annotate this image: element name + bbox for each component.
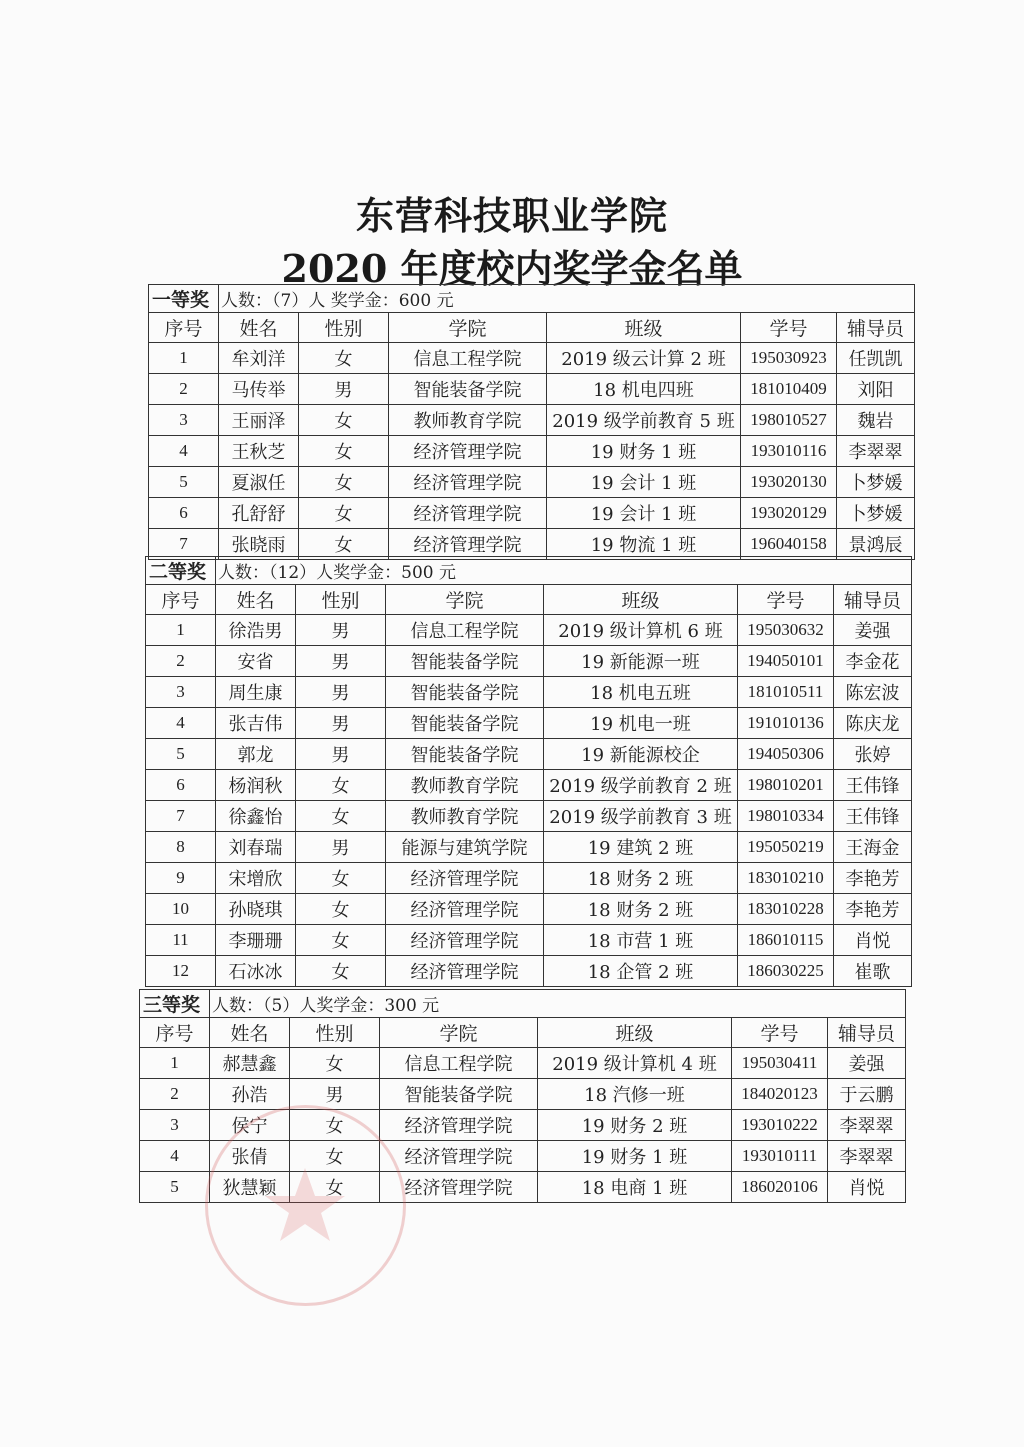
cell-name: 马传举 (219, 374, 299, 405)
cell-name: 宋增欣 (216, 863, 296, 894)
cell-seq: 6 (149, 498, 219, 529)
cell-student-id: 193010222 (732, 1110, 828, 1141)
document-subtitle: 2020 年度校内奖学金名单 (281, 246, 743, 291)
cell-seq: 11 (146, 925, 216, 956)
table-row (149, 529, 915, 560)
cell-college: 经济管理学院 (380, 1110, 538, 1141)
cell-class: 18 电商 1 班 (538, 1172, 732, 1203)
award-info: 人数：（12）人奖学金：500 元 (216, 557, 912, 585)
cell-college: 教师教育学院 (389, 405, 547, 436)
cell-seq: 3 (146, 677, 216, 708)
cell-name: 徐浩男 (216, 615, 296, 646)
cell-college: 经济管理学院 (389, 436, 547, 467)
award-level-row (146, 557, 912, 585)
cell-gender: 女 (296, 894, 386, 925)
cell-counselor: 李艳芳 (834, 863, 912, 894)
cell-seq: 7 (149, 529, 219, 560)
cell-class: 2019 级云计算 2 班 (547, 343, 741, 374)
cell-college: 经济管理学院 (389, 467, 547, 498)
cell-gender: 男 (296, 832, 386, 863)
column-header-seq: 序号 (140, 1018, 210, 1048)
cell-student-id: 195050219 (738, 832, 834, 863)
cell-class: 19 建筑 2 班 (544, 832, 738, 863)
award-level: 二等奖 (146, 557, 216, 585)
cell-gender: 男 (299, 374, 389, 405)
cell-college: 智能装备学院 (386, 646, 544, 677)
cell-student-id: 195030923 (741, 343, 837, 374)
cell-name: 刘春瑞 (216, 832, 296, 863)
table-row (149, 467, 915, 498)
award-table (145, 556, 912, 987)
cell-name: 张倩 (210, 1141, 290, 1172)
column-header-seq: 序号 (149, 313, 219, 343)
cell-name: 牟刘洋 (219, 343, 299, 374)
cell-student-id: 196040158 (741, 529, 837, 560)
cell-seq: 7 (146, 801, 216, 832)
cell-college: 智能装备学院 (389, 374, 547, 405)
cell-gender: 女 (299, 436, 389, 467)
table-row (146, 708, 912, 739)
cell-counselor: 王伟锋 (834, 770, 912, 801)
cell-name: 孙浩 (210, 1079, 290, 1110)
cell-college: 经济管理学院 (389, 529, 547, 560)
cell-name: 孔舒舒 (219, 498, 299, 529)
cell-counselor: 任凯凯 (837, 343, 915, 374)
cell-counselor: 卜梦媛 (837, 498, 915, 529)
cell-college: 经济管理学院 (386, 863, 544, 894)
document-title: 东营科技职业学院 (355, 193, 668, 238)
first-prize-table (148, 284, 914, 560)
cell-seq: 10 (146, 894, 216, 925)
award-table (148, 284, 915, 560)
table-row (140, 1079, 906, 1110)
cell-class: 18 汽修一班 (538, 1079, 732, 1110)
cell-name: 王秋芝 (219, 436, 299, 467)
cell-college: 经济管理学院 (389, 498, 547, 529)
cell-college: 智能装备学院 (386, 677, 544, 708)
table-row (146, 770, 912, 801)
cell-college: 信息工程学院 (380, 1048, 538, 1079)
cell-class: 18 机电五班 (544, 677, 738, 708)
cell-gender: 女 (296, 863, 386, 894)
cell-college: 教师教育学院 (386, 770, 544, 801)
cell-seq: 3 (140, 1110, 210, 1141)
cell-gender: 男 (296, 739, 386, 770)
cell-college: 智能装备学院 (386, 739, 544, 770)
cell-name: 李珊珊 (216, 925, 296, 956)
table-row (146, 894, 912, 925)
cell-class: 19 物流 1 班 (547, 529, 741, 560)
column-header-counselor: 辅导员 (837, 313, 915, 343)
column-header-gender: 性别 (290, 1018, 380, 1048)
cell-college: 智能装备学院 (386, 708, 544, 739)
cell-class: 2019 级学前教育 3 班 (544, 801, 738, 832)
cell-gender: 女 (299, 529, 389, 560)
cell-gender: 女 (299, 405, 389, 436)
cell-seq: 2 (146, 646, 216, 677)
award-level: 一等奖 (149, 285, 219, 313)
cell-student-id: 198010527 (741, 405, 837, 436)
cell-college: 能源与建筑学院 (386, 832, 544, 863)
cell-counselor: 李翠翠 (837, 436, 915, 467)
cell-student-id: 193020129 (741, 498, 837, 529)
cell-college: 经济管理学院 (386, 925, 544, 956)
cell-class: 2019 级计算机 4 班 (538, 1048, 732, 1079)
cell-counselor: 陈宏波 (834, 677, 912, 708)
cell-student-id: 193010111 (732, 1141, 828, 1172)
cell-college: 信息工程学院 (389, 343, 547, 374)
cell-class: 18 企管 2 班 (544, 956, 738, 987)
award-level: 三等奖 (140, 990, 210, 1018)
table-row (146, 615, 912, 646)
cell-class: 19 财务 2 班 (538, 1110, 732, 1141)
cell-student-id: 195030411 (732, 1048, 828, 1079)
column-header-gender: 性别 (299, 313, 389, 343)
cell-name: 周生康 (216, 677, 296, 708)
cell-name: 杨润秋 (216, 770, 296, 801)
cell-counselor: 王海金 (834, 832, 912, 863)
cell-gender: 女 (296, 956, 386, 987)
column-header-college: 学院 (380, 1018, 538, 1048)
cell-gender: 男 (296, 615, 386, 646)
cell-seq: 5 (146, 739, 216, 770)
cell-class: 19 机电一班 (544, 708, 738, 739)
award-info: 人数：（5）人奖学金：300 元 (210, 990, 906, 1018)
column-header-seq: 序号 (146, 585, 216, 615)
table-header-row (149, 313, 915, 343)
cell-seq: 12 (146, 956, 216, 987)
cell-gender: 女 (296, 925, 386, 956)
cell-college: 教师教育学院 (386, 801, 544, 832)
cell-name: 张吉伟 (216, 708, 296, 739)
cell-seq: 1 (146, 615, 216, 646)
cell-counselor: 刘阳 (837, 374, 915, 405)
cell-college: 信息工程学院 (386, 615, 544, 646)
cell-gender: 男 (296, 677, 386, 708)
cell-student-id: 198010201 (738, 770, 834, 801)
cell-college: 经济管理学院 (386, 894, 544, 925)
cell-name: 张晓雨 (219, 529, 299, 560)
cell-gender: 女 (290, 1172, 380, 1203)
cell-class: 19 财务 1 班 (547, 436, 741, 467)
cell-class: 19 会计 1 班 (547, 498, 741, 529)
column-header-college: 学院 (389, 313, 547, 343)
cell-counselor: 姜强 (828, 1048, 906, 1079)
cell-student-id: 194050306 (738, 739, 834, 770)
cell-name: 王丽泽 (219, 405, 299, 436)
cell-class: 18 市营 1 班 (544, 925, 738, 956)
cell-gender: 女 (290, 1110, 380, 1141)
column-header-name: 姓名 (210, 1018, 290, 1048)
cell-student-id: 193010116 (741, 436, 837, 467)
column-header-student-id: 学号 (741, 313, 837, 343)
column-header-class: 班级 (544, 585, 738, 615)
cell-seq: 5 (149, 467, 219, 498)
award-level-row (140, 990, 906, 1018)
cell-counselor: 于云鹏 (828, 1079, 906, 1110)
cell-student-id: 186020106 (732, 1172, 828, 1203)
cell-seq: 2 (149, 374, 219, 405)
column-header-student-id: 学号 (738, 585, 834, 615)
cell-counselor: 张婷 (834, 739, 912, 770)
column-header-class: 班级 (538, 1018, 732, 1048)
cell-student-id: 195030632 (738, 615, 834, 646)
cell-counselor: 肖悦 (828, 1172, 906, 1203)
cell-class: 2019 级计算机 6 班 (544, 615, 738, 646)
cell-college: 智能装备学院 (380, 1079, 538, 1110)
cell-class: 19 新能源校企 (544, 739, 738, 770)
cell-seq: 3 (149, 405, 219, 436)
cell-gender: 男 (290, 1079, 380, 1110)
cell-college: 经济管理学院 (380, 1141, 538, 1172)
cell-seq: 4 (140, 1141, 210, 1172)
award-info: 人数：（7）人 奖学金：600 元 (219, 285, 915, 313)
cell-student-id: 193020130 (741, 467, 837, 498)
cell-gender: 女 (290, 1141, 380, 1172)
cell-student-id: 191010136 (738, 708, 834, 739)
cell-student-id: 198010334 (738, 801, 834, 832)
award-level-row (149, 285, 915, 313)
column-header-name: 姓名 (216, 585, 296, 615)
cell-name: 安省 (216, 646, 296, 677)
column-header-name: 姓名 (219, 313, 299, 343)
column-header-gender: 性别 (296, 585, 386, 615)
cell-counselor: 崔歌 (834, 956, 912, 987)
table-row (146, 832, 912, 863)
cell-class: 2019 级学前教育 5 班 (547, 405, 741, 436)
table-header-row (140, 1018, 906, 1048)
table-row (149, 436, 915, 467)
cell-counselor: 景鸿辰 (837, 529, 915, 560)
cell-name: 徐鑫怡 (216, 801, 296, 832)
column-header-counselor: 辅导员 (834, 585, 912, 615)
cell-student-id: 183010210 (738, 863, 834, 894)
cell-seq: 1 (149, 343, 219, 374)
cell-class: 19 新能源一班 (544, 646, 738, 677)
table-row (146, 801, 912, 832)
cell-seq: 4 (149, 436, 219, 467)
cell-seq: 8 (146, 832, 216, 863)
cell-counselor: 李翠翠 (828, 1141, 906, 1172)
cell-counselor: 卜梦媛 (837, 467, 915, 498)
cell-name: 孙晓琪 (216, 894, 296, 925)
table-row (146, 646, 912, 677)
cell-class: 18 机电四班 (547, 374, 741, 405)
cell-student-id: 184020123 (732, 1079, 828, 1110)
cell-gender: 女 (299, 498, 389, 529)
cell-student-id: 183010228 (738, 894, 834, 925)
table-row (146, 956, 912, 987)
column-header-college: 学院 (386, 585, 544, 615)
cell-class: 2019 级学前教育 2 班 (544, 770, 738, 801)
cell-name: 侯宁 (210, 1110, 290, 1141)
cell-seq: 4 (146, 708, 216, 739)
cell-seq: 1 (140, 1048, 210, 1079)
table-row (149, 405, 915, 436)
cell-gender: 男 (296, 708, 386, 739)
cell-student-id: 181010409 (741, 374, 837, 405)
cell-student-id: 186030225 (738, 956, 834, 987)
column-header-class: 班级 (547, 313, 741, 343)
cell-college: 经济管理学院 (386, 956, 544, 987)
column-header-counselor: 辅导员 (828, 1018, 906, 1048)
cell-seq: 2 (140, 1079, 210, 1110)
official-seal-stamp (205, 1105, 406, 1306)
cell-gender: 男 (296, 646, 386, 677)
cell-class: 18 财务 2 班 (544, 894, 738, 925)
cell-student-id: 181010511 (738, 677, 834, 708)
cell-name: 夏淑任 (219, 467, 299, 498)
cell-counselor: 姜强 (834, 615, 912, 646)
cell-gender: 女 (299, 343, 389, 374)
cell-counselor: 李翠翠 (828, 1110, 906, 1141)
cell-student-id: 194050101 (738, 646, 834, 677)
table-row (146, 863, 912, 894)
cell-seq: 6 (146, 770, 216, 801)
cell-name: 石冰冰 (216, 956, 296, 987)
cell-gender: 女 (299, 467, 389, 498)
cell-counselor: 肖悦 (834, 925, 912, 956)
cell-class: 19 会计 1 班 (547, 467, 741, 498)
cell-seq: 5 (140, 1172, 210, 1203)
cell-counselor: 李艳芳 (834, 894, 912, 925)
cell-gender: 女 (290, 1048, 380, 1079)
cell-student-id: 186010115 (738, 925, 834, 956)
cell-counselor: 李金花 (834, 646, 912, 677)
table-row (146, 739, 912, 770)
table-row (146, 925, 912, 956)
cell-name: 郭龙 (216, 739, 296, 770)
table-row (146, 677, 912, 708)
second-prize-table (145, 556, 909, 987)
column-header-student-id: 学号 (732, 1018, 828, 1048)
cell-gender: 女 (296, 770, 386, 801)
cell-class: 18 财务 2 班 (544, 863, 738, 894)
cell-seq: 9 (146, 863, 216, 894)
cell-counselor: 王伟锋 (834, 801, 912, 832)
cell-name: 郝慧鑫 (210, 1048, 290, 1079)
table-row (149, 343, 915, 374)
cell-college: 经济管理学院 (380, 1172, 538, 1203)
cell-counselor: 陈庆龙 (834, 708, 912, 739)
table-header-row (146, 585, 912, 615)
table-row (149, 374, 915, 405)
table-row (140, 1048, 906, 1079)
cell-class: 19 财务 1 班 (538, 1141, 732, 1172)
cell-name: 狄慧颖 (210, 1172, 290, 1203)
cell-counselor: 魏岩 (837, 405, 915, 436)
table-row (149, 498, 915, 529)
cell-gender: 女 (296, 801, 386, 832)
